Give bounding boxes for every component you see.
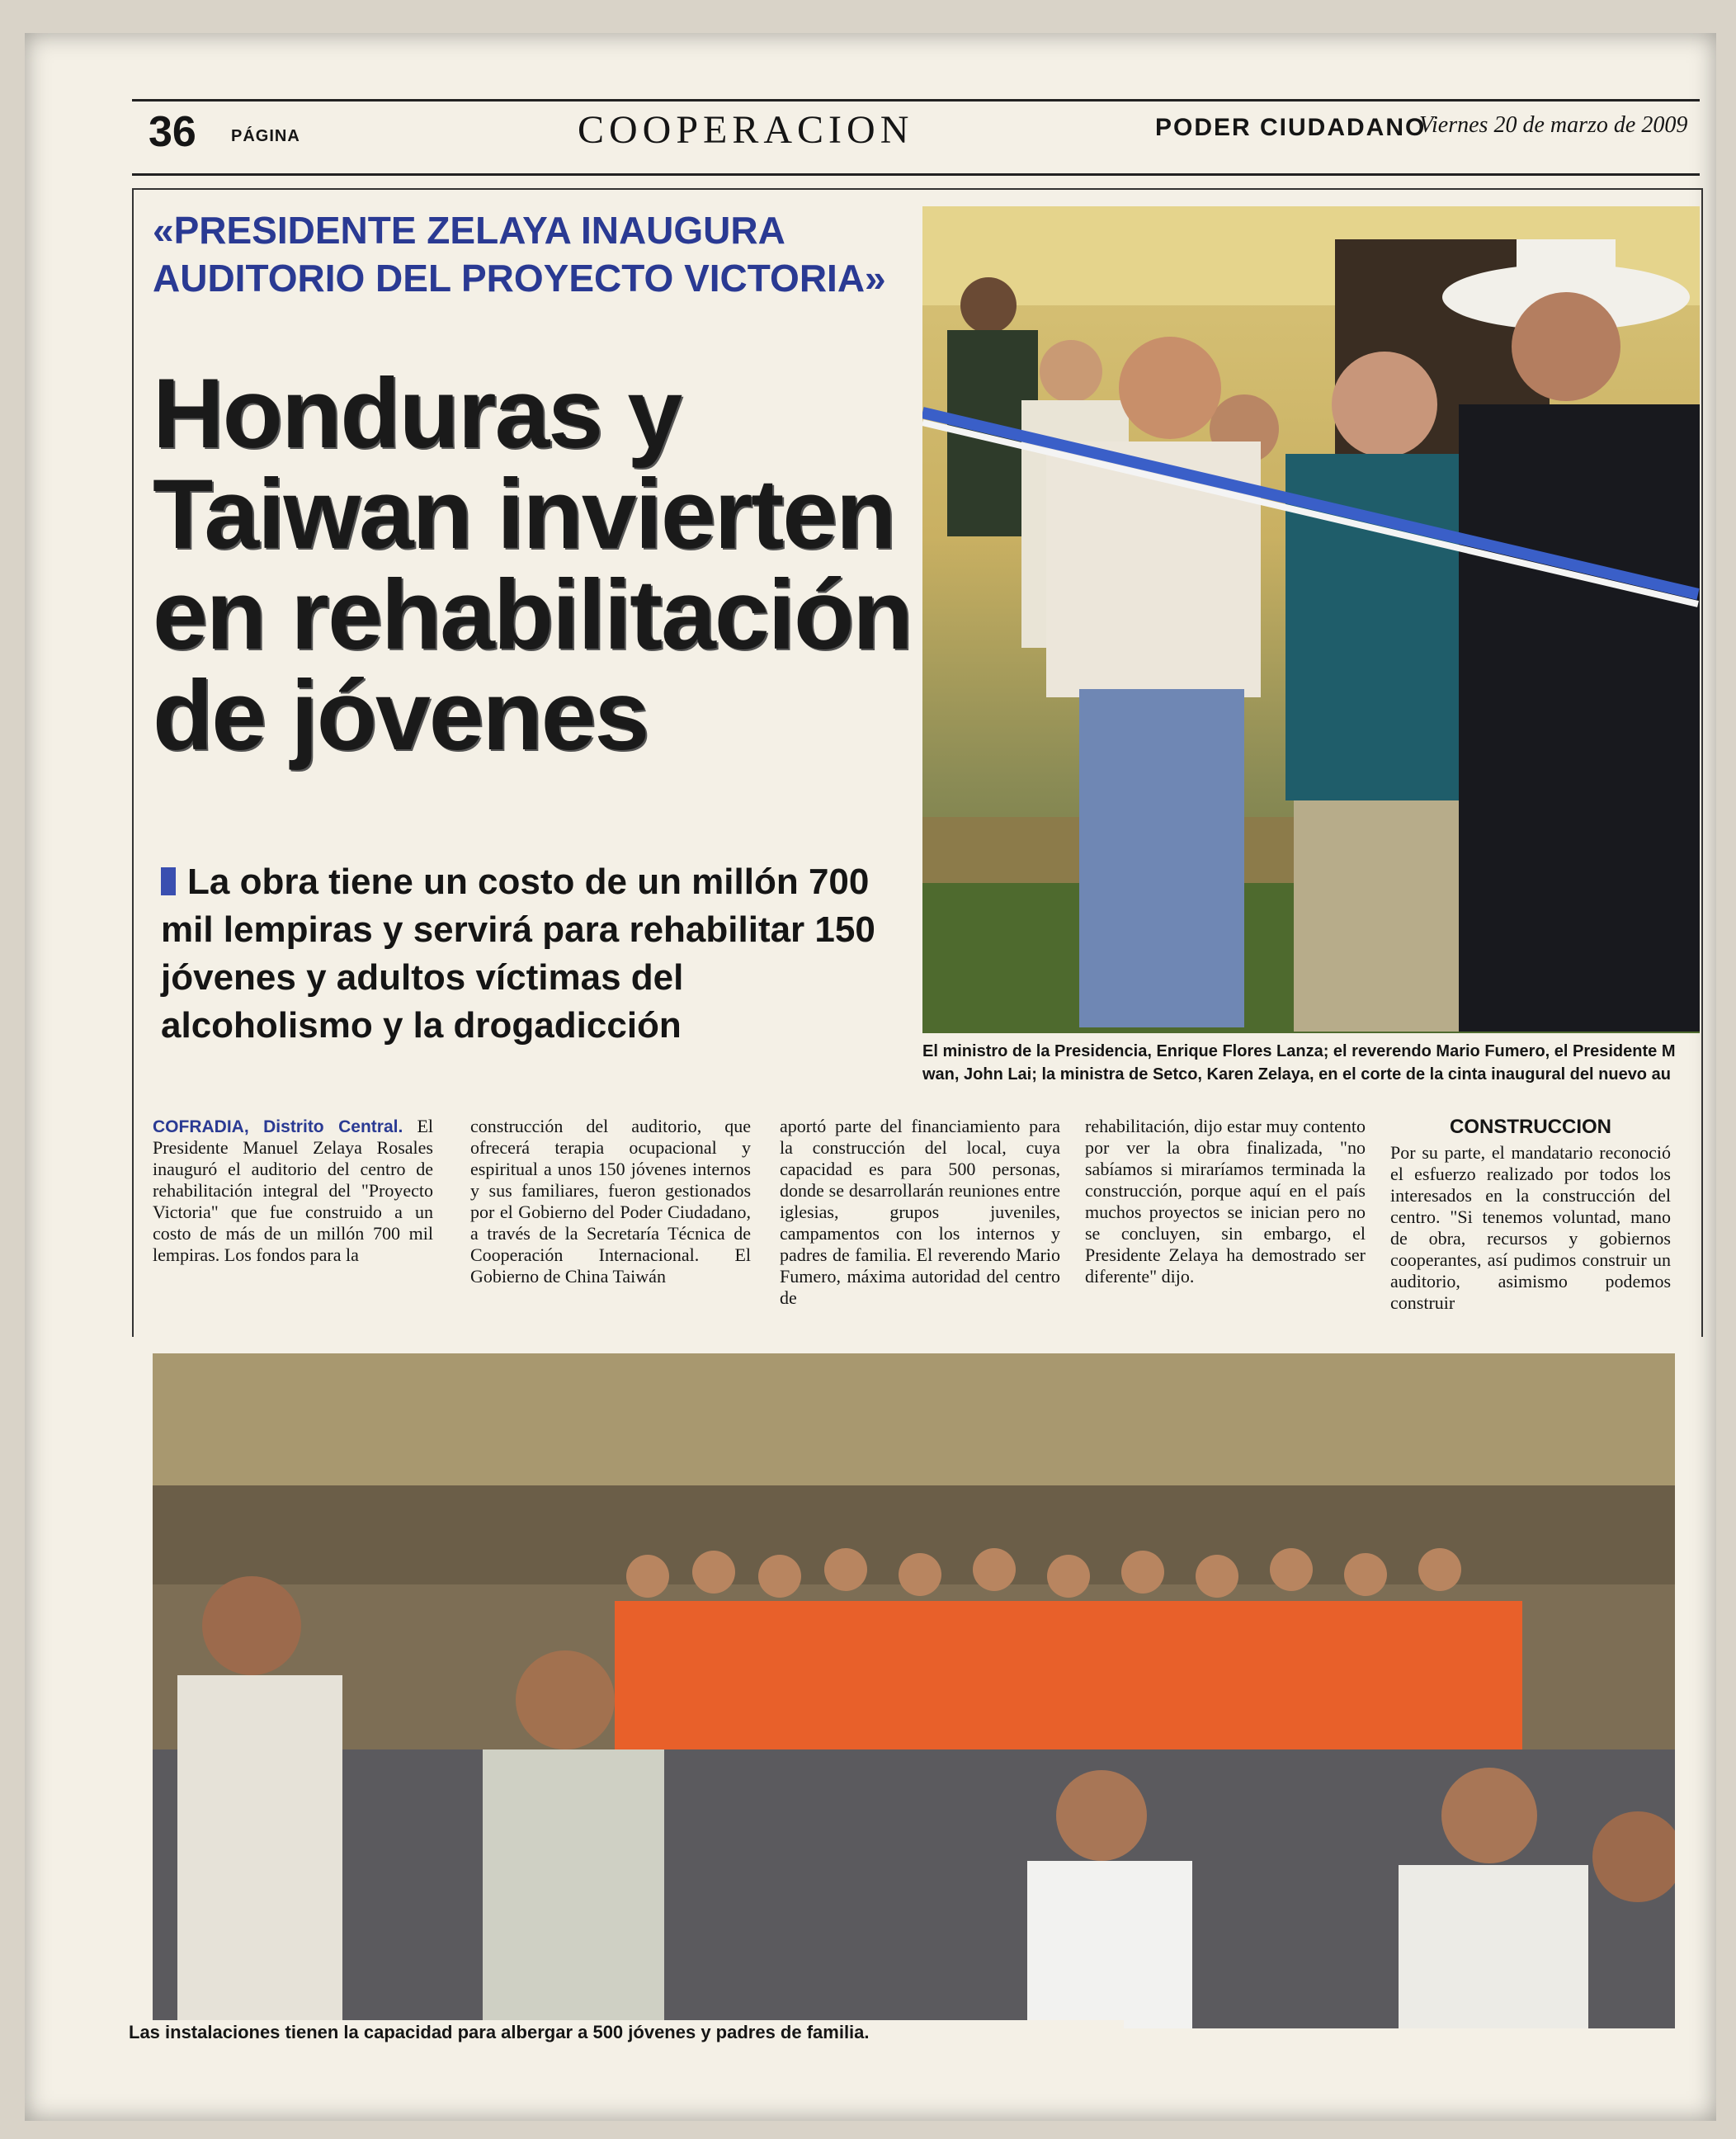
headline-line: en rehabilitación xyxy=(153,560,912,670)
page-number: 36 xyxy=(149,108,196,156)
body-text: rehabilitación, dijo estar muy contento por ver la obra finalizada, "no sabíamos si miraríamos terminada la construcción, porque aquí en el país muchos proyectos se inician pero no se concluyen, sin embargo, el Presidente Zelaya ha demostrado ser diferente" dijo. xyxy=(1085,1116,1366,1287)
section-title: COOPERACION xyxy=(578,108,914,152)
headline-line: de jóvenes xyxy=(153,660,649,771)
body-text: construcción del auditorio, que ofrecerá terapia ocupacional y espiritual a unos 150 jóvenes internos y sus familiares, fueron gestionados por el Gobierno del Poder Ciudadano, a través de la Secretaría Técnica de Cooperación Internacional. El Gobierno de China Taiwán xyxy=(470,1116,751,1287)
body-text: aportó parte del financiamiento para la construcción del local, cuya capacidad es para 500 personas, donde se desarrollarán reuniones entre iglesias, grupos juveniles, campamentos con los internos y padres de familia. El reverendo Mario Fumero, máxima autoridad del centro de xyxy=(780,1116,1060,1308)
header-top-rule xyxy=(132,99,1700,102)
article-body xyxy=(153,1116,1687,1314)
deck xyxy=(161,858,903,1050)
kicker-line-1: «PRESIDENTE ZELAYA INAUGURA xyxy=(153,209,785,252)
issue-date: Viernes 20 de marzo de 2009 xyxy=(1419,112,1688,138)
body-text: Por su parte, el mandatario reconoció el esfuerzo realizado por todos los interesados en la construcción del centro. "Si tenemos voluntad, mano de obra, recursos y gobiernos cooperantes, así pudimos construir un auditorio, asimismo podemos construir xyxy=(1390,1142,1671,1313)
photo-caption: El ministro de la Presidencia, Enrique Flores Lanza; el reverendo Mario Fumero, el Presidente M wan, John Lai; la ministra de Setco, Karen Zelaya, en el corte de la cinta inaugural del nuevo au xyxy=(922,1042,1676,1084)
body-column-1 xyxy=(153,1116,433,1266)
audience-photo xyxy=(153,1353,1675,2028)
ribbon-cutting-photo xyxy=(922,206,1700,1033)
body-column-2 xyxy=(470,1116,751,1287)
kicker xyxy=(153,206,895,302)
headline-line: Taiwan invierten xyxy=(153,459,895,569)
header-rule xyxy=(132,173,1700,176)
kicker-line-2: AUDITORIO DEL PROYECTO VICTORIA» xyxy=(153,257,886,300)
body-column-5 xyxy=(1390,1116,1671,1314)
page-label: PÁGINA xyxy=(231,127,300,145)
page-header xyxy=(107,99,1700,165)
publication-name: PODER CIUDADANO xyxy=(1155,114,1427,141)
photo-caption: Las instalaciones tienen la capacidad para albergar a 500 jóvenes y padres de familia. xyxy=(124,2020,1124,2045)
body-text: El Presidente Manuel Zelaya Rosales inauguró el auditorio del centro de rehabilitación integral del "Proyecto Victoria" que fue construido a un costo de más de un millón 700 mil lempiras. Los fondos para la xyxy=(153,1116,433,1265)
dateline: COFRADIA, Distrito Central. xyxy=(153,1117,403,1136)
deck-text: La obra tiene un costo de un millón 700 mil lempiras y servirá para rehabilitar 150 jóvenes y adultos víctimas del alcoholismo y la drogadicción xyxy=(161,862,875,1046)
audience-illustration xyxy=(153,1353,1675,2028)
subhead: CONSTRUCCION xyxy=(1450,1116,1611,1138)
headline xyxy=(153,358,920,771)
body-column-3 xyxy=(780,1116,1060,1309)
bullet-marker-icon xyxy=(161,867,176,895)
body-column-4 xyxy=(1085,1116,1366,1287)
headline-line: Honduras y xyxy=(153,358,682,469)
ribbon-cutting-illustration xyxy=(922,206,1700,1033)
